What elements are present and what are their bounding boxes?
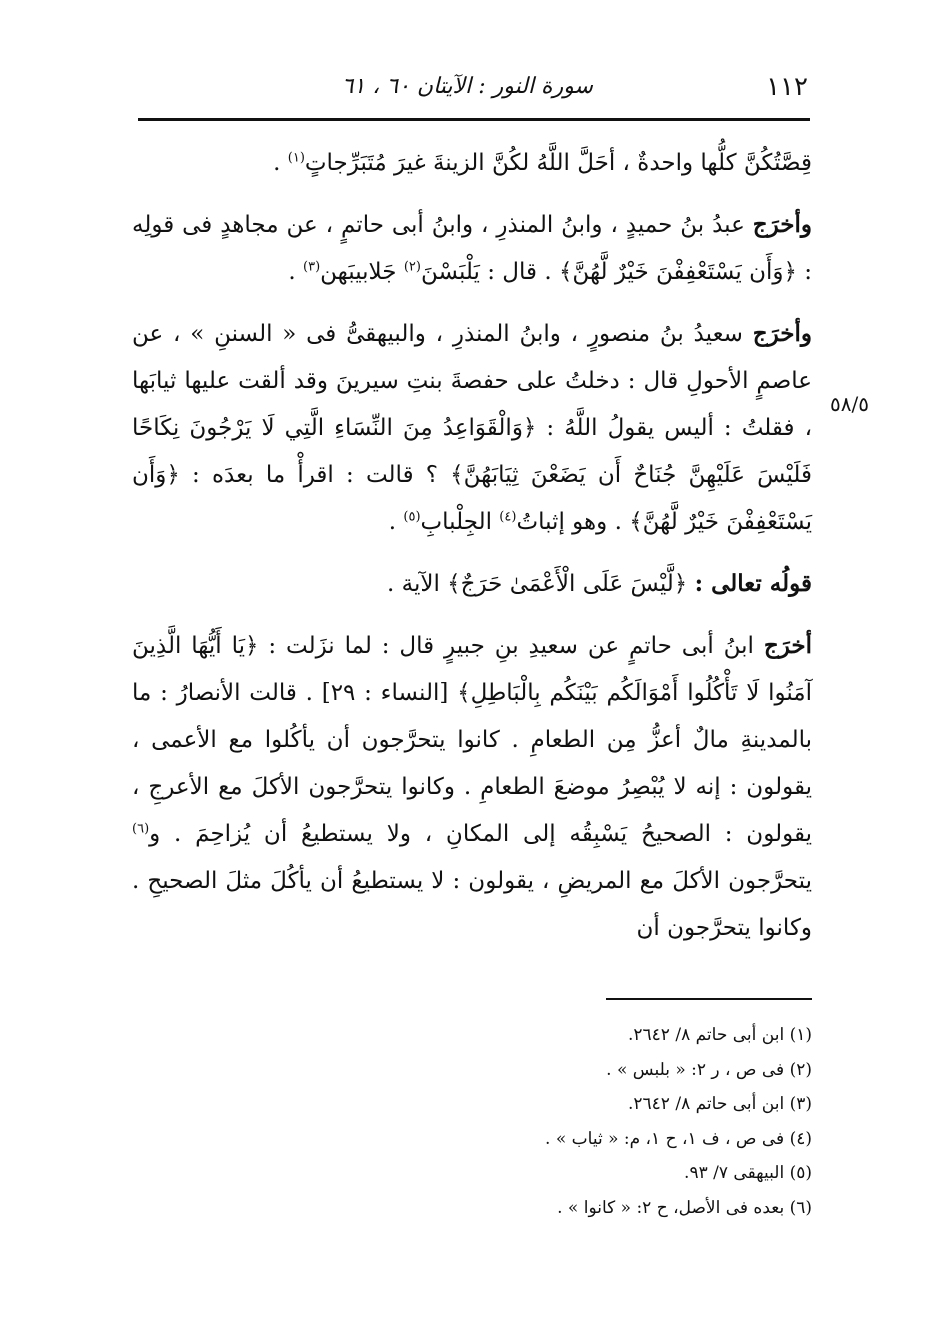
paragraph-tail: . <box>273 150 288 176</box>
footnote-ref: (٥) <box>403 509 421 525</box>
paragraph-tail: . <box>288 259 304 285</box>
paragraph-text-continued: يتحرَّجون الأكلَ مع المريضِ ، يقولون : لا يستطيعُ أن يأكُلَ مثلَ الصحيحِ . وكانوا يتحرَّجون أن <box>132 868 812 941</box>
paragraph-text: قِصَّتُكُنَّ كلُّها واحدةٌ ، أحَلَّ اللَّهُ لكُنَّ الزينةَ غيرَ مُتَبَرِّجاتٍ <box>304 150 812 176</box>
paragraph <box>132 310 812 546</box>
paragraph-text: ابنُ أبى حاتمٍ عن سعيدِ بنِ جبيرٍ قال : لما نزَلت : ﴿يَا أَيُّهَا الَّذِينَ آمَنُوا لَا تَأْكُلُوا أَمْوَالَكُم بَيْنَكُم بِالْبَاطِلِ﴾ [النساء : ٢٩] . قالت الأنصارُ : ما بالمدينةِ مالٌ أعزُّ مِن الطعامِ . كانوا يتحرَّجون أن يأكُلوا مع الأعمى ، يقولون : إنه لا يُبْصِرُ موضعَ الطعامِ . وكانوا يتحرَّجون الأكلَ مع الأعرجِ ، يقولون : الصحيحُ يَسْبِقُه إلى المكانِ ، ولا يستطيعُ أن يُزاحِمَ . و <box>132 633 812 847</box>
paragraph-lead: وأخرَج <box>752 320 812 347</box>
footnote-ref: (١) <box>287 150 305 166</box>
footnote: (٤) فى ص ، ف ١، ح ١، م: « ثياب » . <box>545 1128 812 1149</box>
page-number: ١١٢ <box>766 72 808 102</box>
footnote: (٢) فى ص ، ر ٢: « بلبس » . <box>606 1059 812 1080</box>
paragraph <box>132 622 812 952</box>
footnote-ref: (٤) <box>499 509 517 525</box>
paragraph-tail: . <box>388 509 404 535</box>
footnote-ref: (٢) <box>403 259 421 275</box>
footnote: (٣) ابن أبى حاتم ٨/ ٢٦٤٢. <box>627 1094 812 1114</box>
footnote: (٥) البيهقى ٧/ ٩٣. <box>684 1163 812 1183</box>
heading-text: ﴿لَّيْسَ عَلَى الْأَعْمَىٰ حَرَجٌ﴾ الآية . <box>386 571 695 597</box>
paragraph-lead: أخرَج <box>763 632 812 659</box>
paragraph-text-continued: جَلابيبَهن <box>320 259 404 285</box>
paragraph <box>132 140 812 187</box>
paragraph-lead: وأخرَج <box>752 211 812 238</box>
header-rule <box>138 118 810 121</box>
paragraph-text: سعيدُ بنُ منصورٍ ، وابنُ المنذرِ ، والبيهقىُّ فى « السننِ » ، عن عاصمٍ الأحولِ قال : دخلتُ على حفصةَ بنتِ سيرينَ وقد ألقت عليها ثيابَها ، فقلتُ : أليس يقولُ اللَّهُ : ﴿وَالْقَوَاعِدُ مِنَ النِّسَاءِ الَّتِي لَا يَرْجُونَ نِكَاحًا فَلَيْسَ عَلَيْهِنَّ جُنَاحٌ أَن يَضَعْنَ ثِيَابَهُنَّ﴾ ؟ قالت : اقرأْ ما بعدَه : ﴿وَأَن يَسْتَعْفِفْنَ خَيْرٌ لَّهُنَّ﴾ . وهو إثباتُ <box>132 321 812 535</box>
paragraph-text-continued: الجِلْبابِ <box>420 509 500 535</box>
margin-note: ٥٨/٥ <box>830 392 869 416</box>
footnote-ref: (٦) <box>132 821 150 837</box>
footnote-rule <box>606 998 812 1000</box>
heading-lead: قولُه تعالى : <box>694 570 812 597</box>
footnote: (٦) بعده فى الأصل، ح ٢: « كانوا » . <box>557 1197 812 1218</box>
footnote: (١) ابن أبى حاتم ٨/ ٢٦٤٢. <box>627 1025 812 1045</box>
paragraph-text: عبدُ بنُ حميدٍ ، وابنُ المنذرِ ، وابنُ أبى حاتمٍ ، عن مجاهدٍ فى قولِه : ﴿وَأَن يَسْتَعْفِفْنَ خَيْرٌ لَّهُنَّ﴾ . قال : يَلْبَسْنَ <box>132 212 812 285</box>
running-title: سورة النور : الآيتان ٦٠ ، ٦١ <box>341 74 593 99</box>
paragraph <box>132 201 812 296</box>
footnotes <box>420 1018 812 1225</box>
page-header <box>138 68 808 108</box>
section-heading <box>132 560 812 608</box>
footnote-ref: (٣) <box>303 259 321 275</box>
main-text <box>132 140 812 966</box>
